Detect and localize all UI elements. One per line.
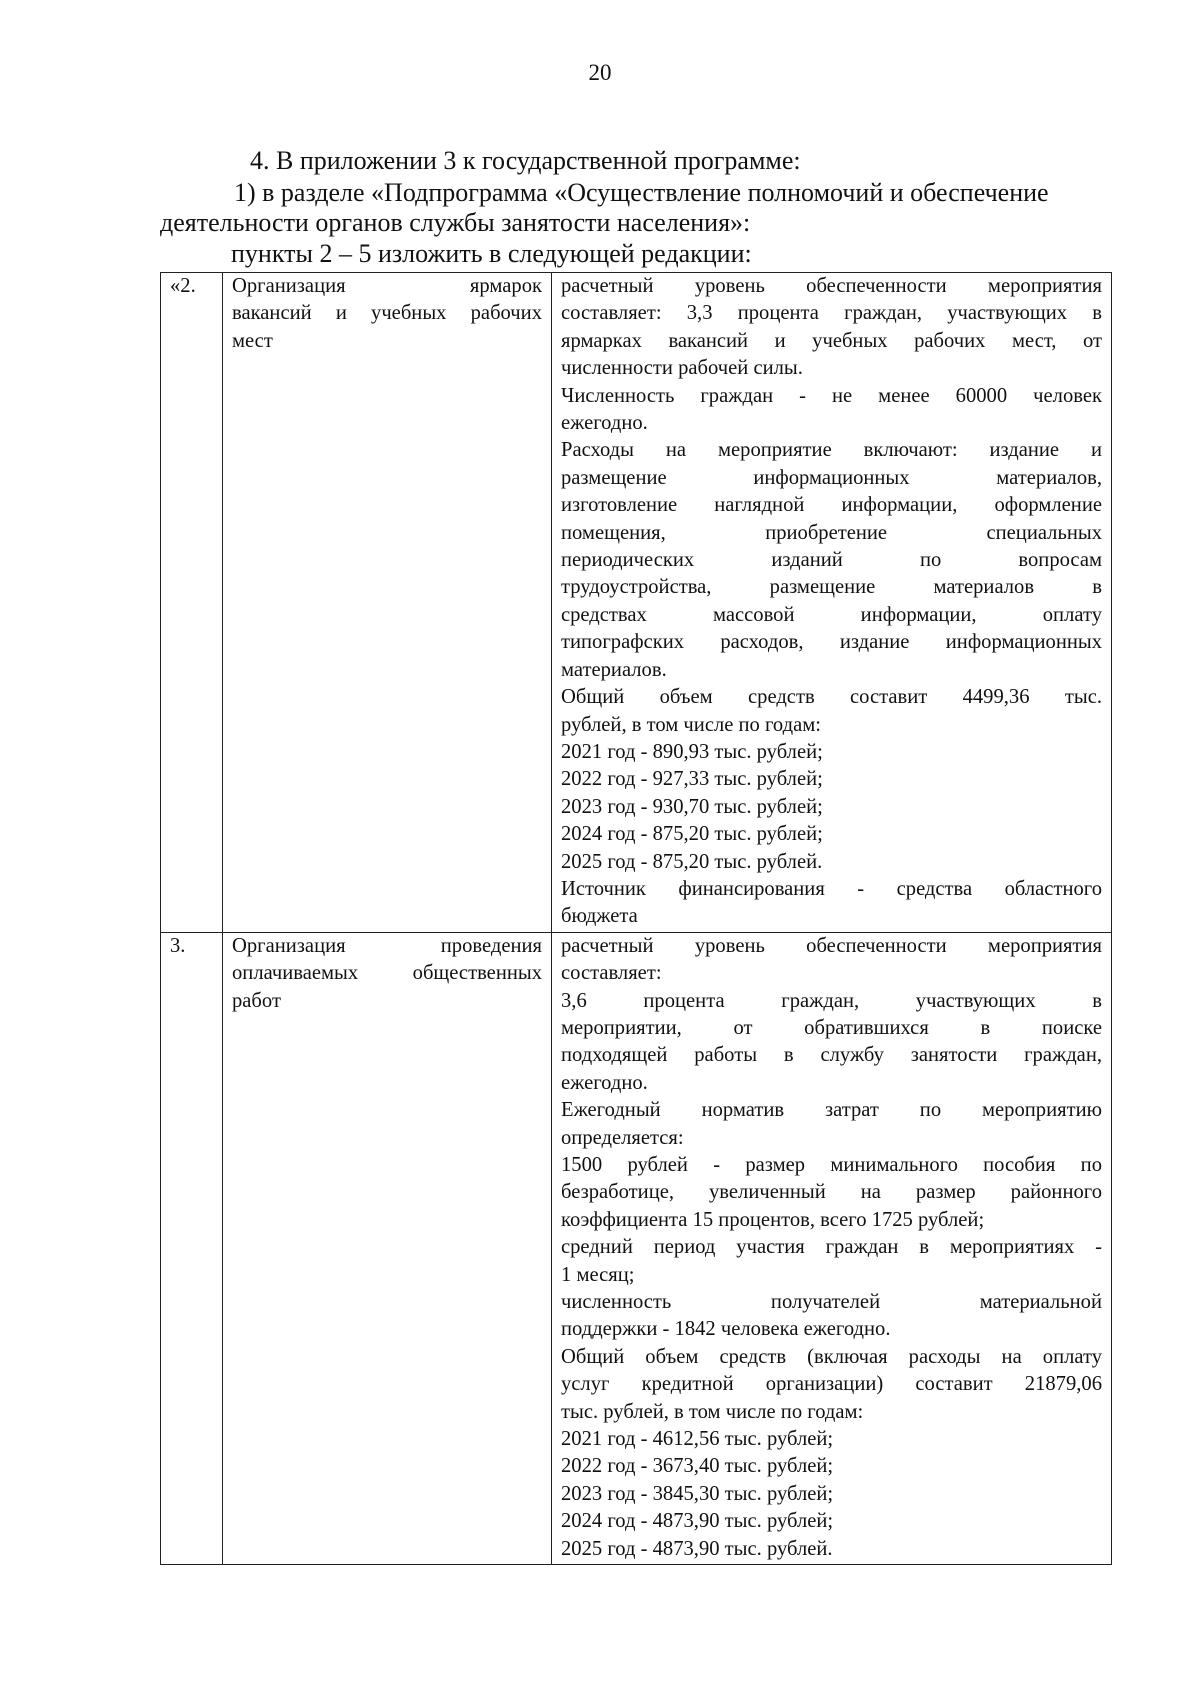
measure-description-line: Расходы на мероприятие включают: издание и	[561, 439, 1102, 462]
measure-description-line: 2021 год - 4612,56 тыс. рублей;	[561, 1428, 834, 1451]
table-row	[161, 273, 1112, 933]
measure-name-line: вакансий и учебных рабочих	[232, 302, 542, 325]
measure-description-line: Источник финансирования - средства областного	[561, 877, 1102, 900]
measure-name-line: работ	[232, 989, 281, 1012]
measures-table	[160, 272, 1112, 1565]
measure-description-line: 2022 год - 927,33 тыс. рублей;	[561, 768, 823, 791]
intro-line-1: 4. В приложении 3 к государственной программе:	[250, 146, 801, 175]
measure-name-line: Организация проведения	[232, 934, 542, 957]
measure-description-line: материалов.	[561, 658, 667, 681]
measure-description-line: средний период участия граждан в мероприятиях -	[561, 1236, 1102, 1259]
measure-description-line: 2023 год - 3845,30 тыс. рублей;	[561, 1482, 834, 1505]
measure-description-line: 2024 год - 4873,90 тыс. рублей;	[561, 1510, 834, 1533]
measure-description-line: услуг кредитной организации) составит 21879,06	[561, 1373, 1102, 1396]
measure-name-line: мест	[232, 329, 273, 352]
measure-description-line: типографских расходов, издание информационных	[561, 631, 1102, 654]
measure-description-line: составляет:	[561, 962, 662, 985]
measure-description-line: Ежегодный норматив затрат по мероприятию	[561, 1099, 1102, 1122]
measure-description-line: расчетный уровень обеспеченности мероприятия	[561, 934, 1102, 957]
measure-description-line: подходящей работы в службу занятости граждан,	[561, 1044, 1102, 1067]
measure-description-line: 2022 год - 3673,40 тыс. рублей;	[561, 1455, 834, 1478]
measure-description-line: ежегодно.	[561, 412, 648, 435]
intro-line-2: 1) в разделе «Подпрограмма «Осуществление полномочий и обеспечение	[234, 178, 1049, 207]
intro-line-4: пункты 2 – 5 изложить в следующей редакции:	[231, 239, 752, 268]
measure-description-line: бюджета	[561, 905, 638, 928]
row-number: «2.	[161, 273, 223, 933]
measure-description-line: 1500 рублей - размер минимального пособия по	[561, 1154, 1102, 1176]
measure-description	[552, 273, 1112, 933]
measure-description-line: рублей, в том числе по годам:	[561, 713, 821, 736]
measure-description-line: численности рабочей силы.	[561, 357, 803, 380]
row-number: 3.	[161, 932, 223, 1564]
measure-description-line: средствах массовой информации, оплату	[561, 603, 1102, 626]
measure-description-line: мероприятии, от обратившихся в поиске	[561, 1016, 1102, 1039]
measure-description-line: 2024 год - 875,20 тыс. рублей;	[561, 823, 823, 846]
measure-description-line: поддержки - 1842 человека ежегодно.	[561, 1318, 891, 1341]
measure-description-line: Численность граждан - не менее 60000 человек	[561, 384, 1102, 407]
intro-line-3: деятельности органов службы занятости населения»:	[160, 208, 751, 237]
measure-description-line: определяется:	[561, 1126, 684, 1149]
table-row	[161, 932, 1112, 1564]
page-number: 20	[588, 60, 612, 85]
measure-description-line: периодических изданий по вопросам	[561, 549, 1102, 572]
measure-name	[223, 273, 552, 933]
measure-description-line: 3,6 процента граждан, участвующих в	[561, 989, 1102, 1012]
measure-description-line: изготовление наглядной информации, оформление	[561, 494, 1102, 517]
measure-name-line: оплачиваемых общественных	[232, 962, 542, 985]
measures-table-body	[161, 273, 1112, 1565]
measure-description-line: размещение информационных материалов,	[561, 466, 1102, 489]
measure-description-line: трудоустройства, размещение материалов в	[561, 576, 1102, 599]
measure-description-line: Общий объем средств (включая расходы на оплату	[561, 1345, 1102, 1368]
measure-name	[223, 932, 552, 1564]
measure-description-line: 2025 год - 875,20 тыс. рублей.	[561, 850, 823, 873]
measure-description	[552, 932, 1112, 1564]
measure-description-line: помещения, приобретение специальных	[561, 521, 1102, 544]
measure-description-line: тыс. рублей, в том числе по годам:	[561, 1400, 864, 1423]
measure-description-line: 2021 год - 890,93 тыс. рублей;	[561, 740, 823, 763]
measure-description-line: 2023 год - 930,70 тыс. рублей;	[561, 795, 823, 818]
measure-description-line: коэффициента 15 процентов, всего 1725 рублей;	[561, 1208, 985, 1231]
measure-description-line: ежегодно.	[561, 1071, 648, 1094]
measure-description-line: 2025 год - 4873,90 тыс. рублей.	[561, 1537, 833, 1560]
measure-description-line: 1 месяц;	[561, 1263, 635, 1286]
measure-description-line: безработице, увеличенный на размер районного	[561, 1181, 1102, 1204]
measure-description-line: расчетный уровень обеспеченности мероприятия	[561, 275, 1102, 297]
measure-name-line: Организация ярмарок	[232, 275, 542, 297]
measure-description-line: Общий объем средств составит 4499,36 тыс.	[561, 686, 1102, 709]
measure-description-line: ярмарках вакансий и учебных рабочих мест, от	[561, 329, 1102, 352]
measure-description-line: составляет: 3,3 процента граждан, участвующих в	[561, 302, 1102, 325]
measure-description-line: численность получателей материальной	[561, 1291, 1102, 1314]
